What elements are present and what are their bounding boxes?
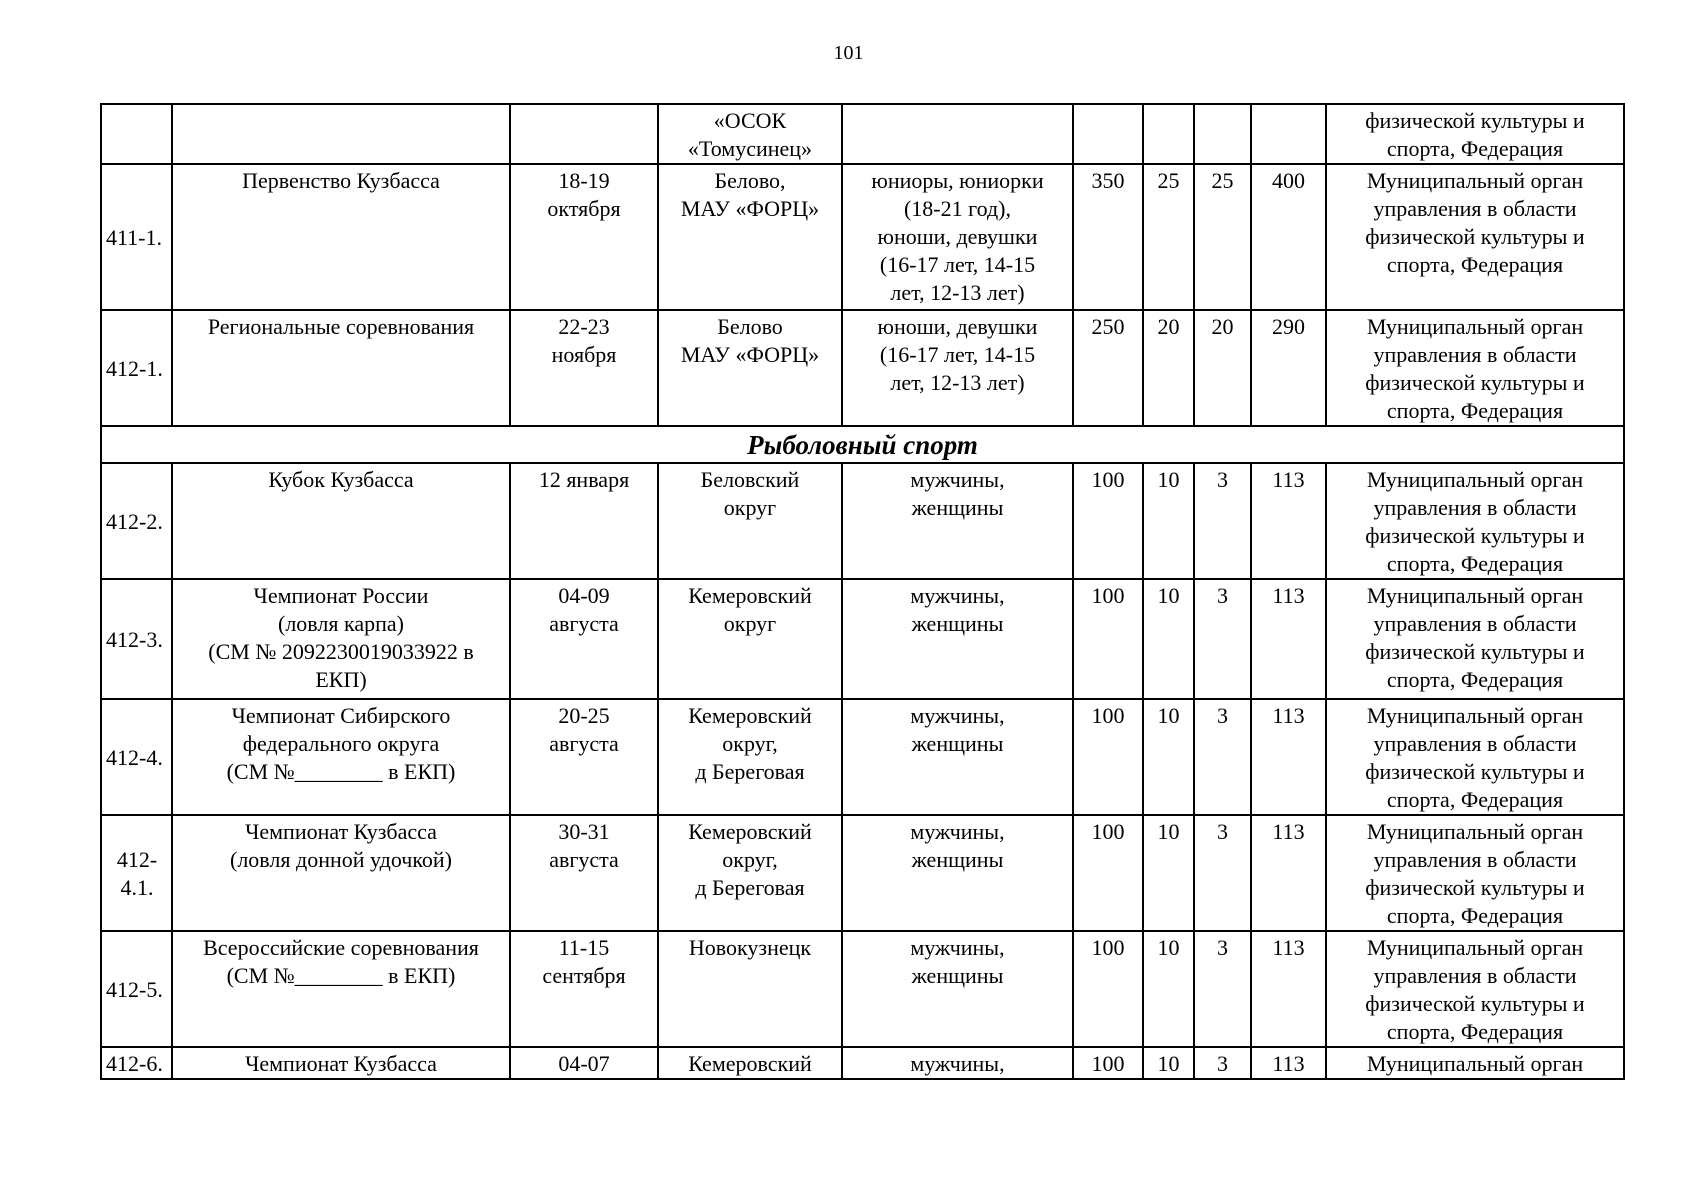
event-name-line: ЕКП) bbox=[315, 667, 367, 692]
table-row bbox=[101, 579, 1624, 699]
event-place-line: округ bbox=[723, 611, 777, 636]
count-athletes-cell: 250 bbox=[1073, 310, 1143, 426]
event-name-line: Региональные соревнования bbox=[207, 314, 475, 339]
organizer-line: управления в области bbox=[1373, 342, 1577, 367]
event-name-line: (СМ №________ в ЕКП) bbox=[226, 963, 456, 988]
event-place-line: округ bbox=[723, 495, 777, 520]
event-name-cell bbox=[172, 463, 510, 579]
participants-line: юноши, девушки bbox=[877, 224, 1038, 249]
count-judges-cell: 25 bbox=[1194, 164, 1251, 310]
participants-line: лет, 12-13 лет) bbox=[890, 280, 1025, 305]
participants-line: женщины bbox=[911, 963, 1004, 988]
row-number-cell: 412-4. bbox=[101, 699, 172, 815]
event-name-line: (СМ №________ в ЕКП) bbox=[226, 759, 456, 784]
event-place-cell bbox=[658, 579, 842, 699]
event-date-line: сентября bbox=[542, 963, 626, 988]
row-number-cell: 412-2. bbox=[101, 463, 172, 579]
event-date-line: 20-25 bbox=[558, 703, 610, 728]
event-date-line: августа bbox=[549, 847, 619, 872]
event-name-line: (СМ № 2092230019033922 в bbox=[208, 639, 474, 664]
count-judges-cell: 3 bbox=[1194, 463, 1251, 579]
organizer-line: спорта, Федерация bbox=[1386, 398, 1564, 423]
organizer-line: управления в области bbox=[1373, 196, 1577, 221]
organizer-line: спорта, Федерация bbox=[1386, 136, 1564, 161]
event-date-cell bbox=[510, 699, 658, 815]
organizer-cell bbox=[1326, 164, 1624, 310]
row-number-cell: 411-1. bbox=[101, 164, 172, 310]
event-place-line: д Береговая bbox=[695, 875, 805, 900]
count-judges-cell: 3 bbox=[1194, 579, 1251, 699]
participants-line: мужчины, bbox=[910, 1051, 1005, 1076]
count-athletes-cell: 350 bbox=[1073, 164, 1143, 310]
participants-cell bbox=[842, 310, 1073, 426]
rows-before-section bbox=[101, 104, 1624, 426]
organizer-cell bbox=[1326, 104, 1624, 164]
event-place-line: МАУ «ФОРЦ» bbox=[680, 196, 820, 221]
event-place-line: Кемеровский bbox=[688, 703, 812, 728]
event-name-line: Чемпионат Кузбасса bbox=[245, 1051, 437, 1076]
organizer-cell bbox=[1326, 1047, 1624, 1079]
count-athletes-cell bbox=[1073, 104, 1143, 164]
participants-line: женщины bbox=[911, 731, 1004, 756]
event-date-cell bbox=[510, 931, 658, 1047]
organizer-line: управления в области bbox=[1373, 611, 1577, 636]
section-title: Рыболовный спорт bbox=[101, 426, 1624, 463]
participants-line: женщины bbox=[911, 611, 1004, 636]
table-row bbox=[101, 931, 1624, 1047]
event-date-cell bbox=[510, 104, 658, 164]
organizer-line: физической культуры и bbox=[1365, 639, 1585, 664]
organizer-line: спорта, Федерация bbox=[1386, 667, 1564, 692]
organizer-line: физической культуры и bbox=[1365, 370, 1585, 395]
organizer-line: управления в области bbox=[1373, 495, 1577, 520]
count-judges-cell bbox=[1194, 104, 1251, 164]
count-coaches-cell: 20 bbox=[1143, 310, 1194, 426]
event-place-line: округ, bbox=[722, 731, 778, 756]
event-name-cell bbox=[172, 579, 510, 699]
event-name-cell bbox=[172, 931, 510, 1047]
table-row bbox=[101, 164, 1624, 310]
participants-line: мужчины, bbox=[910, 819, 1005, 844]
event-place-cell bbox=[658, 1047, 842, 1079]
count-total-cell bbox=[1251, 104, 1326, 164]
row-number-cell bbox=[101, 815, 172, 931]
count-athletes-cell: 100 bbox=[1073, 931, 1143, 1047]
event-place-line: Новокузнецк bbox=[688, 935, 812, 960]
organizer-line: Муниципальный орган bbox=[1366, 1051, 1584, 1076]
page-number: 101 bbox=[833, 42, 864, 64]
count-athletes-cell: 100 bbox=[1073, 579, 1143, 699]
organizer-line: спорта, Федерация bbox=[1386, 551, 1564, 576]
row-number-cell bbox=[101, 104, 172, 164]
participants-cell bbox=[842, 699, 1073, 815]
event-place-cell bbox=[658, 164, 842, 310]
organizer-line: Муниципальный орган bbox=[1366, 935, 1584, 960]
row-number-cell: 412-5. bbox=[101, 931, 172, 1047]
organizer-line: физической культуры и bbox=[1365, 224, 1585, 249]
event-name-cell bbox=[172, 164, 510, 310]
count-coaches-cell: 10 bbox=[1143, 931, 1194, 1047]
event-place-cell bbox=[658, 815, 842, 931]
participants-cell bbox=[842, 463, 1073, 579]
count-coaches-cell: 10 bbox=[1143, 699, 1194, 815]
event-place-line: Кемеровский bbox=[688, 819, 812, 844]
event-name-cell bbox=[172, 310, 510, 426]
count-total-cell: 113 bbox=[1251, 699, 1326, 815]
event-place-cell bbox=[658, 931, 842, 1047]
event-date-line: 18-19 bbox=[558, 168, 610, 193]
event-place-cell bbox=[658, 310, 842, 426]
organizer-line: физической культуры и bbox=[1365, 108, 1585, 133]
event-place-line: МАУ «ФОРЦ» bbox=[680, 342, 820, 367]
count-athletes-cell: 100 bbox=[1073, 463, 1143, 579]
participants-line: лет, 12-13 лет) bbox=[890, 370, 1025, 395]
event-name-line: федерального округа bbox=[242, 731, 440, 756]
organizer-line: управления в области bbox=[1373, 847, 1577, 872]
rows-after-section bbox=[101, 463, 1624, 1079]
organizer-line: Муниципальный орган bbox=[1366, 819, 1584, 844]
count-coaches-cell: 10 bbox=[1143, 1047, 1194, 1079]
organizer-line: физической культуры и bbox=[1365, 523, 1585, 548]
participants-line: (18-21 год), bbox=[903, 196, 1011, 221]
participants-line: юниоры, юниорки bbox=[871, 168, 1044, 193]
event-date-line: 12 января bbox=[538, 467, 630, 492]
event-place-line: округ, bbox=[722, 847, 778, 872]
row-number-cell: 412-6. bbox=[101, 1047, 172, 1079]
count-athletes-cell: 100 bbox=[1073, 815, 1143, 931]
count-coaches-cell: 10 bbox=[1143, 463, 1194, 579]
event-date-line: августа bbox=[549, 611, 619, 636]
event-name-line: Чемпионат Сибирского bbox=[231, 703, 451, 728]
count-coaches-cell: 25 bbox=[1143, 164, 1194, 310]
count-judges-cell: 3 bbox=[1194, 931, 1251, 1047]
table-row bbox=[101, 104, 1624, 164]
participants-line: мужчины, bbox=[910, 583, 1005, 608]
event-date-cell bbox=[510, 164, 658, 310]
count-total-cell: 113 bbox=[1251, 463, 1326, 579]
organizer-line: Муниципальный орган bbox=[1366, 703, 1584, 728]
event-name-cell bbox=[172, 104, 510, 164]
count-total-cell: 290 bbox=[1251, 310, 1326, 426]
event-name-line: Кубок Кузбасса bbox=[268, 467, 414, 492]
organizer-cell bbox=[1326, 931, 1624, 1047]
organizer-cell bbox=[1326, 463, 1624, 579]
event-name-cell bbox=[172, 815, 510, 931]
event-date-line: 30-31 bbox=[558, 819, 610, 844]
row-number-line: 4.1. bbox=[120, 875, 154, 900]
count-total-cell: 400 bbox=[1251, 164, 1326, 310]
table-row bbox=[101, 699, 1624, 815]
event-name-line: (ловля карпа) bbox=[278, 611, 404, 636]
row-number-cell: 412-3. bbox=[101, 579, 172, 699]
participants-cell bbox=[842, 104, 1073, 164]
count-coaches-cell: 10 bbox=[1143, 815, 1194, 931]
event-date-line: октября bbox=[547, 196, 621, 221]
organizer-line: спорта, Федерация bbox=[1386, 1019, 1564, 1044]
count-total-cell: 113 bbox=[1251, 931, 1326, 1047]
event-date-cell bbox=[510, 463, 658, 579]
organizer-line: спорта, Федерация bbox=[1386, 787, 1564, 812]
section-row-group bbox=[101, 426, 1624, 463]
count-total-cell: 113 bbox=[1251, 815, 1326, 931]
event-place-line: д Береговая bbox=[695, 759, 805, 784]
event-date-cell bbox=[510, 815, 658, 931]
participants-line: (16-17 лет, 14-15 bbox=[879, 252, 1036, 277]
events-table bbox=[100, 103, 1625, 1080]
participants-line: мужчины, bbox=[910, 467, 1005, 492]
organizer-cell bbox=[1326, 815, 1624, 931]
count-total-cell: 113 bbox=[1251, 1047, 1326, 1079]
event-name-cell bbox=[172, 1047, 510, 1079]
event-name-line: Всероссийские соревнования bbox=[203, 935, 479, 960]
event-date-cell bbox=[510, 310, 658, 426]
count-athletes-cell: 100 bbox=[1073, 699, 1143, 815]
participants-cell bbox=[842, 579, 1073, 699]
organizer-line: Муниципальный орган bbox=[1366, 168, 1584, 193]
count-athletes-cell: 100 bbox=[1073, 1047, 1143, 1079]
organizer-cell bbox=[1326, 579, 1624, 699]
count-judges-cell: 3 bbox=[1194, 1047, 1251, 1079]
table-row bbox=[101, 1047, 1624, 1079]
table-row bbox=[101, 815, 1624, 931]
organizer-line: спорта, Федерация bbox=[1386, 903, 1564, 928]
participants-line: мужчины, bbox=[910, 935, 1005, 960]
event-date-cell bbox=[510, 579, 658, 699]
event-place-line: Кемеровский bbox=[688, 1051, 812, 1076]
event-date-line: 11-15 bbox=[558, 935, 610, 960]
event-place-line: Белово, bbox=[714, 168, 786, 193]
count-total-cell: 113 bbox=[1251, 579, 1326, 699]
event-date-line: 04-09 bbox=[558, 583, 610, 608]
count-coaches-cell bbox=[1143, 104, 1194, 164]
row-number-line: 412- bbox=[116, 847, 158, 872]
organizer-line: физической культуры и bbox=[1365, 991, 1585, 1016]
participants-cell bbox=[842, 1047, 1073, 1079]
event-date-line: ноября bbox=[551, 342, 617, 367]
table-row bbox=[101, 310, 1624, 426]
organizer-line: физической культуры и bbox=[1365, 759, 1585, 784]
organizer-line: Муниципальный орган bbox=[1366, 583, 1584, 608]
event-date-line: августа bbox=[549, 731, 619, 756]
participants-line: мужчины, bbox=[910, 703, 1005, 728]
organizer-line: физической культуры и bbox=[1365, 875, 1585, 900]
row-number-cell: 412-1. bbox=[101, 310, 172, 426]
participants-cell bbox=[842, 164, 1073, 310]
event-name-line: (ловля донной удочкой) bbox=[230, 847, 452, 872]
organizer-cell bbox=[1326, 310, 1624, 426]
participants-line: (16-17 лет, 14-15 bbox=[879, 342, 1036, 367]
count-judges-cell: 3 bbox=[1194, 699, 1251, 815]
section-header-row bbox=[101, 426, 1624, 463]
organizer-line: Муниципальный орган bbox=[1366, 467, 1584, 492]
event-date-line: 04-07 bbox=[558, 1051, 610, 1076]
organizer-line: управления в области bbox=[1373, 731, 1577, 756]
event-place-line: «ОСОК bbox=[713, 108, 787, 133]
participants-line: женщины bbox=[911, 495, 1004, 520]
table-row bbox=[101, 463, 1624, 579]
event-place-cell bbox=[658, 463, 842, 579]
event-place-line: Беловский bbox=[700, 467, 800, 492]
organizer-line: спорта, Федерация bbox=[1386, 252, 1564, 277]
count-judges-cell: 3 bbox=[1194, 815, 1251, 931]
organizer-cell bbox=[1326, 699, 1624, 815]
event-place-line: Белово bbox=[717, 314, 783, 339]
event-name-cell bbox=[172, 699, 510, 815]
event-name-line: Первенство Кузбасса bbox=[242, 168, 440, 193]
organizer-line: Муниципальный орган bbox=[1366, 314, 1584, 339]
count-coaches-cell: 10 bbox=[1143, 579, 1194, 699]
participants-cell bbox=[842, 931, 1073, 1047]
event-place-line: Кемеровский bbox=[688, 583, 812, 608]
event-date-cell bbox=[510, 1047, 658, 1079]
participants-cell bbox=[842, 815, 1073, 931]
event-place-cell bbox=[658, 699, 842, 815]
event-place-line: «Томусинец» bbox=[687, 136, 813, 161]
event-place-cell bbox=[658, 104, 842, 164]
participants-line: женщины bbox=[911, 847, 1004, 872]
event-date-line: 22-23 bbox=[558, 314, 610, 339]
organizer-line: управления в области bbox=[1373, 963, 1577, 988]
count-judges-cell: 20 bbox=[1194, 310, 1251, 426]
event-name-line: Чемпионат России bbox=[253, 583, 429, 608]
event-name-line: Чемпионат Кузбасса bbox=[245, 819, 437, 844]
participants-line: юноши, девушки bbox=[877, 314, 1038, 339]
